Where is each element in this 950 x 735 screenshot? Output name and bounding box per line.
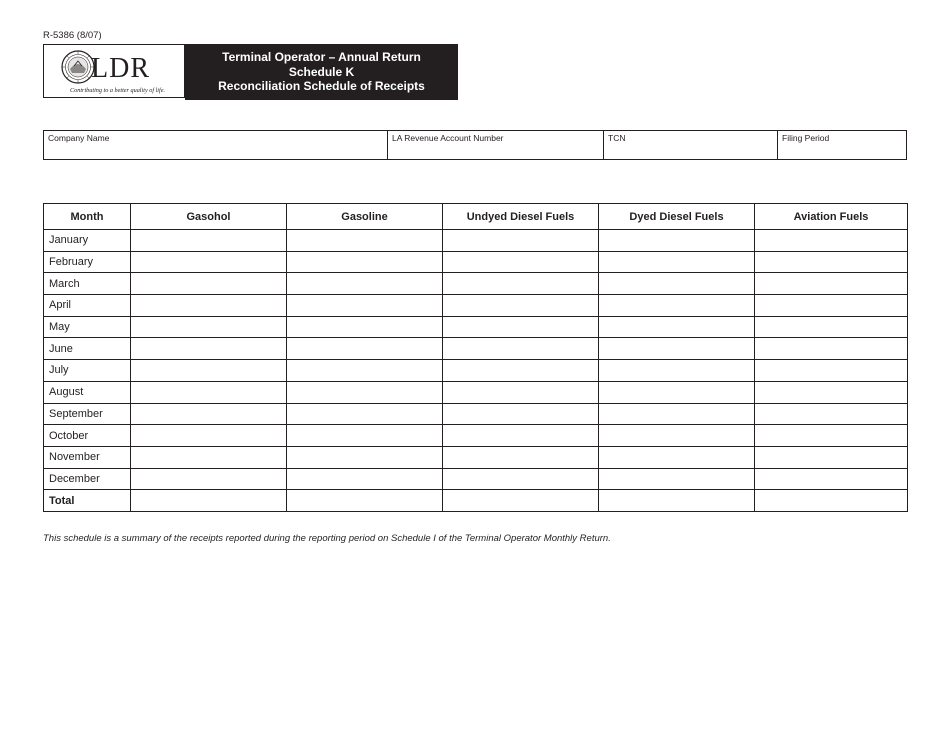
entry-cell[interactable] xyxy=(443,381,599,403)
account-number-field[interactable] xyxy=(388,131,604,159)
entry-cell[interactable] xyxy=(755,295,908,317)
entry-cell[interactable] xyxy=(131,490,287,512)
table-row xyxy=(44,381,908,403)
title-line-2: Schedule K xyxy=(288,64,355,79)
entry-cell[interactable] xyxy=(599,316,755,338)
company-name-label: Company Name xyxy=(48,133,110,143)
entry-cell[interactable] xyxy=(755,273,908,295)
entry-cell[interactable] xyxy=(443,403,599,425)
entry-cell[interactable] xyxy=(443,446,599,468)
entry-cell[interactable] xyxy=(599,381,755,403)
table-row xyxy=(44,251,908,273)
entry-cell[interactable] xyxy=(131,295,287,317)
entry-cell[interactable] xyxy=(287,316,443,338)
month-label: September xyxy=(44,403,131,425)
entry-cell[interactable] xyxy=(755,360,908,382)
entry-cell[interactable] xyxy=(131,446,287,468)
column-header: Month xyxy=(44,204,131,230)
entry-cell[interactable] xyxy=(755,251,908,273)
table-row xyxy=(44,403,908,425)
ldr-logo xyxy=(43,44,185,98)
filing-period-field[interactable] xyxy=(778,131,906,159)
table-row xyxy=(44,316,908,338)
entry-cell[interactable] xyxy=(131,468,287,490)
entry-cell[interactable] xyxy=(443,490,599,512)
tcn-field[interactable] xyxy=(604,131,778,159)
entry-cell[interactable] xyxy=(131,381,287,403)
column-header: Aviation Fuels xyxy=(755,204,908,230)
entry-cell[interactable] xyxy=(443,468,599,490)
month-label: February xyxy=(44,251,131,273)
form-number: R-5386 (8/07) xyxy=(43,30,102,41)
entry-cell[interactable] xyxy=(599,360,755,382)
table-header-row xyxy=(44,204,908,230)
table-row xyxy=(44,273,908,295)
logo-tagline: Contributing to a better quality of life. xyxy=(70,87,166,94)
entry-cell[interactable] xyxy=(443,316,599,338)
total-row xyxy=(44,490,908,512)
month-label: June xyxy=(44,338,131,360)
entry-cell[interactable] xyxy=(755,446,908,468)
entry-cell[interactable] xyxy=(755,425,908,447)
month-label: November xyxy=(44,446,131,468)
entry-cell[interactable] xyxy=(287,338,443,360)
month-label: April xyxy=(44,295,131,317)
entry-cell[interactable] xyxy=(287,273,443,295)
entry-cell[interactable] xyxy=(599,273,755,295)
entry-cell[interactable] xyxy=(131,338,287,360)
total-label: Total xyxy=(44,490,131,512)
title-line-3: Reconciliation Schedule of Receipts xyxy=(218,79,425,94)
column-header: Dyed Diesel Fuels xyxy=(599,204,755,230)
table-row xyxy=(44,425,908,447)
footnote: This schedule is a summary of the receipts reported during the reporting period on Schedule I of the Terminal Operator Monthly Return. xyxy=(43,533,611,544)
entry-cell[interactable] xyxy=(131,273,287,295)
entry-cell[interactable] xyxy=(755,468,908,490)
month-label: October xyxy=(44,425,131,447)
entry-cell[interactable] xyxy=(755,230,908,252)
entry-cell[interactable] xyxy=(443,360,599,382)
entry-cell[interactable] xyxy=(599,490,755,512)
entry-cell[interactable] xyxy=(287,251,443,273)
entry-cell[interactable] xyxy=(599,446,755,468)
header-fields xyxy=(43,130,907,160)
entry-cell[interactable] xyxy=(443,273,599,295)
entry-cell[interactable] xyxy=(599,468,755,490)
entry-cell[interactable] xyxy=(755,381,908,403)
entry-cell[interactable] xyxy=(131,251,287,273)
account-number-label: LA Revenue Account Number xyxy=(392,133,504,143)
entry-cell[interactable] xyxy=(755,490,908,512)
entry-cell[interactable] xyxy=(287,230,443,252)
company-name-field[interactable] xyxy=(44,131,388,159)
entry-cell[interactable] xyxy=(287,403,443,425)
form-title-block xyxy=(185,44,458,100)
entry-cell[interactable] xyxy=(755,338,908,360)
entry-cell[interactable] xyxy=(131,230,287,252)
entry-cell[interactable] xyxy=(287,490,443,512)
entry-cell[interactable] xyxy=(287,468,443,490)
entry-cell[interactable] xyxy=(131,316,287,338)
entry-cell[interactable] xyxy=(443,251,599,273)
table-row xyxy=(44,338,908,360)
entry-cell[interactable] xyxy=(287,381,443,403)
entry-cell[interactable] xyxy=(131,403,287,425)
entry-cell[interactable] xyxy=(755,403,908,425)
entry-cell[interactable] xyxy=(443,230,599,252)
entry-cell[interactable] xyxy=(599,403,755,425)
month-label: May xyxy=(44,316,131,338)
month-label: January xyxy=(44,230,131,252)
tcn-label: TCN xyxy=(608,133,626,143)
entry-cell[interactable] xyxy=(287,425,443,447)
table-row xyxy=(44,468,908,490)
month-label: December xyxy=(44,468,131,490)
table-row xyxy=(44,295,908,317)
title-line-1: Terminal Operator – Annual Return xyxy=(222,50,421,65)
column-header: Gasoline xyxy=(287,204,443,230)
entry-cell[interactable] xyxy=(599,230,755,252)
entry-cell[interactable] xyxy=(599,251,755,273)
receipts-table xyxy=(43,203,908,512)
entry-cell[interactable] xyxy=(287,446,443,468)
entry-cell[interactable] xyxy=(287,360,443,382)
entry-cell[interactable] xyxy=(599,338,755,360)
month-label: March xyxy=(44,273,131,295)
entry-cell[interactable] xyxy=(131,360,287,382)
filing-period-label: Filing Period xyxy=(782,133,830,143)
table-row xyxy=(44,446,908,468)
month-label: July xyxy=(44,360,131,382)
entry-cell[interactable] xyxy=(443,338,599,360)
month-label: August xyxy=(44,381,131,403)
column-header: Undyed Diesel Fuels xyxy=(443,204,599,230)
column-header: Gasohol xyxy=(131,204,287,230)
entry-cell[interactable] xyxy=(443,295,599,317)
entry-cell[interactable] xyxy=(443,425,599,447)
table-row xyxy=(44,230,908,252)
logo-text: LDR xyxy=(91,53,150,84)
entry-cell[interactable] xyxy=(599,295,755,317)
entry-cell[interactable] xyxy=(287,295,443,317)
table-row xyxy=(44,360,908,382)
entry-cell[interactable] xyxy=(131,425,287,447)
entry-cell[interactable] xyxy=(755,316,908,338)
entry-cell[interactable] xyxy=(599,425,755,447)
